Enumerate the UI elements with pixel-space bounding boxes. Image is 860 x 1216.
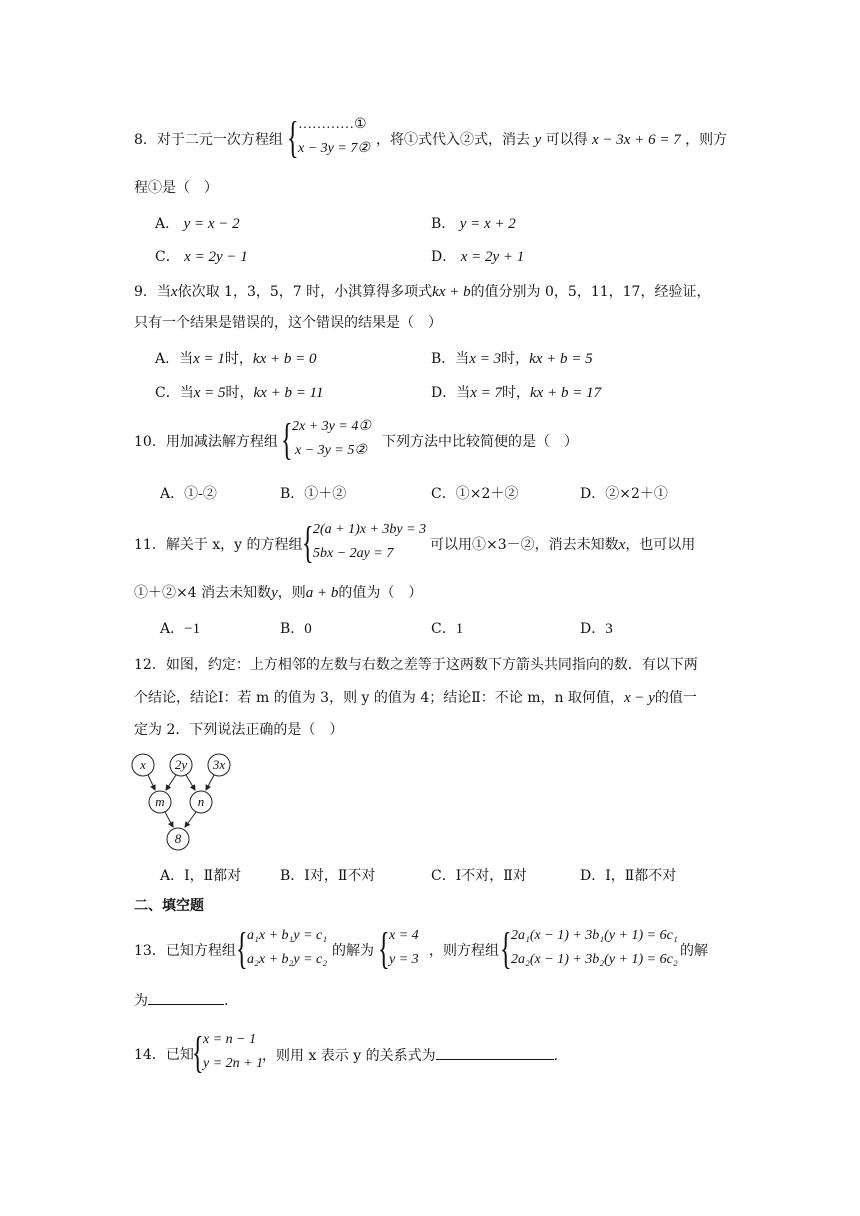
q14-stem-b: ，则用 x 表示 y 的关系式为 [262, 1048, 436, 1064]
q8-system-row-2: x − 3y = 7② [298, 141, 370, 156]
option-text: Ⅰ，Ⅱ都不对 [605, 868, 677, 884]
option-result: kx + b = 0 [252, 351, 317, 367]
q11-var-x: x [618, 537, 626, 553]
option-label: B． [280, 486, 305, 502]
option-text: Ⅰ，Ⅱ都对 [184, 868, 242, 884]
option-label: D． [431, 249, 457, 265]
q8-equation: x − 3x + 6 = 7 [592, 132, 681, 148]
option-label: D． [431, 385, 457, 401]
q11-line2-c: 的值为（ ） [338, 585, 423, 601]
q11-stem-b: 可以用①×3－②，消去未知数 [430, 537, 619, 553]
option-text: ①-② [184, 486, 217, 502]
node-8: 8 [174, 831, 182, 846]
node-n: n [197, 794, 205, 809]
option-text: ①＋② [304, 486, 347, 502]
q10-stem-a: 10．用加减法解方程组 [134, 434, 278, 450]
q8-stem-a: 8．对于二元一次方程组 [134, 132, 283, 148]
q11-option-c [431, 619, 463, 639]
q11-line2-a: ①＋②×4 消去未知数 [134, 585, 272, 601]
q13-system-2-row-1: 2a₁(x − 1) + 3b₁(y + 1) = 6c₁ [511, 928, 678, 943]
q13-solution-row-2: y = 3 [389, 952, 419, 967]
q8-option-d [431, 247, 524, 267]
option-result: kx + b = 5 [529, 351, 593, 367]
section-heading: 二、填空题 [134, 898, 204, 914]
q11-line2-b: ，则 [277, 585, 306, 601]
q14-end: . [553, 1048, 559, 1064]
left-brace: { [192, 1028, 204, 1077]
q9-expression: kx + b [432, 284, 471, 300]
left-brace: { [500, 924, 512, 973]
arrow [185, 812, 196, 827]
q13-system-2-row-2: 2a₂(x − 1) + 3b₂(y + 1) = 6c₂ [511, 952, 678, 967]
option-result: kx + b = 11 [253, 385, 324, 401]
q9-option-c [155, 383, 323, 403]
left-brace: { [378, 924, 390, 973]
option-label: B． [431, 216, 456, 232]
option-text: 1 [455, 621, 464, 637]
q13-line2-b: . [224, 993, 229, 1009]
q11-stem-c: ，也可以用 [625, 537, 696, 553]
option-pre: 当 [179, 385, 194, 401]
option-label: D． [580, 486, 606, 502]
option-text: 0 [304, 621, 312, 637]
option-text: x = 2y + 1 [460, 249, 525, 265]
arrow [148, 775, 155, 790]
q8-option-a [155, 214, 240, 234]
option-mid: 时， [501, 351, 530, 367]
q13-stem-a: 13．已知方程组 [134, 943, 236, 959]
q8-stem-d: ，则方 [685, 132, 728, 148]
option-condition: x = 3 [469, 351, 502, 367]
option-condition: x = 5 [193, 385, 226, 401]
q13-stem-d: 的解 [680, 943, 708, 959]
option-mid: 时， [224, 351, 253, 367]
q12-option-a [160, 866, 241, 886]
q9-stem-c: 的值分别为 0，5，11，17，经验证， [470, 284, 711, 300]
q12-option-b [280, 866, 375, 886]
option-mid: 时， [502, 385, 531, 401]
q11-option-d [580, 619, 613, 639]
answer-blank[interactable] [436, 1045, 554, 1060]
option-label: D． [580, 621, 606, 637]
q12-stem-line-1: 12．如图，约定：上方相邻的左数与右数之差等于这两数下方箭头共同指向的数．有以下两 [134, 657, 698, 673]
option-mid: 时， [225, 385, 254, 401]
option-condition: x = 7 [470, 385, 503, 401]
option-text: Ⅰ对，Ⅱ不对 [304, 868, 376, 884]
option-text: y = x − 2 [183, 216, 240, 232]
q13-solution-row-1: x = 4 [389, 928, 419, 943]
node-m: m [155, 794, 165, 809]
option-text: ②×2＋① [605, 486, 668, 502]
q8-stem-c: 可以得 [545, 132, 588, 148]
q8-stem-b: ，将①式代入②式，消去 [376, 132, 530, 148]
option-label: A． [160, 486, 185, 502]
arrow [186, 775, 195, 790]
left-brace: { [287, 113, 299, 162]
option-label: B． [280, 621, 305, 637]
option-label: B． [280, 868, 305, 884]
option-label: A． [155, 351, 180, 367]
option-label: C． [155, 385, 180, 401]
q9-stem-line-2: 只有一个结果是错误的，这个错误的结果是（ ） [134, 315, 442, 331]
q12-arrow-diagram [125, 750, 240, 855]
q9-stem-b: 依次取 1，3，5，7 时，小淇算得多项式 [177, 284, 433, 300]
q11-option-b [280, 619, 312, 639]
q13-stem-b: 的解为 [332, 943, 374, 959]
option-pre: 当 [455, 351, 470, 367]
option-text: y = x + 2 [459, 216, 516, 232]
option-label: A． [160, 621, 185, 637]
q12-option-c [431, 866, 527, 886]
q13-stem-c: ，则方程组 [429, 943, 499, 959]
q10-option-a [160, 484, 217, 504]
q8-var-y: y [534, 132, 542, 148]
q9-stem-a: 9．当 [134, 284, 171, 300]
q11-system-row-1: 2(a + 1)x + 3by = 3 [313, 522, 427, 537]
arrow [165, 812, 173, 827]
q14-stem-a: 14．已知 [134, 1047, 194, 1063]
option-label: C． [155, 249, 180, 265]
option-text: −1 [184, 621, 201, 637]
q13-system-1-row-2: a₂x + b₂y = c₂ [247, 952, 328, 967]
q9-option-d [431, 383, 601, 403]
option-label: C． [431, 486, 456, 502]
q10-system-row-2: x − 3y = 5② [295, 443, 367, 458]
option-label: A． [160, 868, 185, 884]
q10-system-row-1: 2x + 3y = 4① [292, 419, 371, 434]
q12-stem-line-2a: 个结论，结论Ⅰ：若 m 的值为 3，则 y 的值为 4；结论Ⅱ：不论 m，n 取何值， [134, 690, 624, 706]
node-x: x [140, 757, 146, 772]
q10-option-b [280, 484, 346, 504]
option-label: D． [580, 868, 606, 884]
option-result: kx + b = 17 [530, 385, 602, 401]
option-label: C． [431, 868, 456, 884]
q11-system-row-2: 5bx − 2ay = 7 [313, 546, 394, 561]
q8-system-row-1: …………① [298, 117, 367, 132]
arrow [166, 775, 176, 790]
option-pre: 当 [179, 351, 194, 367]
option-pre: 当 [456, 385, 471, 401]
q8-option-c [155, 247, 248, 267]
q8-option-b [431, 214, 516, 234]
left-brace: { [236, 924, 248, 973]
q12-option-d [580, 866, 676, 886]
q11-expression: a + b [305, 585, 339, 601]
q9-option-a [155, 349, 316, 369]
answer-blank[interactable] [148, 990, 224, 1005]
q9-var-x: x [170, 284, 178, 300]
left-brace: { [302, 518, 314, 567]
arrow [206, 775, 214, 790]
option-text: x = 2y − 1 [184, 249, 248, 265]
q13-system-1-row-1: a₁x + b₁y = c₁ [247, 928, 328, 943]
q11-option-a [160, 619, 200, 639]
option-label: B． [431, 351, 456, 367]
q11-stem-a: 11．解关于 x，y 的方程组 [134, 537, 303, 553]
option-label: C． [431, 621, 456, 637]
q10-option-c [431, 484, 518, 504]
option-text: Ⅰ不对，Ⅱ对 [455, 868, 527, 884]
q9-option-b [431, 349, 593, 369]
q12-stem-line-3: 定为 2．下列说法正确的是（ ） [134, 722, 344, 738]
q13-line2-a: 为 [134, 993, 148, 1009]
option-condition: x = 1 [193, 351, 225, 367]
option-text: ①×2＋② [455, 486, 519, 502]
q14-system-row-1: x = n − 1 [203, 1032, 257, 1047]
node-2y: 2y [174, 757, 188, 772]
option-label: A． [155, 216, 180, 232]
q12-stem-line-2b: 的值一 [654, 690, 697, 706]
node-3x: 3x [212, 757, 226, 772]
q11-var-y: y [271, 585, 278, 601]
option-text: 3 [605, 621, 613, 637]
q14-system-row-2: y = 2n + 1 [203, 1056, 264, 1071]
q10-stem-b: 下列方法中比较简便的是（ ） [382, 434, 578, 450]
left-brace: { [281, 415, 293, 464]
q8-stem-line-2: 程①是（ ） [134, 180, 218, 196]
q12-expression: x − y [623, 690, 655, 706]
q10-option-d [580, 484, 668, 504]
